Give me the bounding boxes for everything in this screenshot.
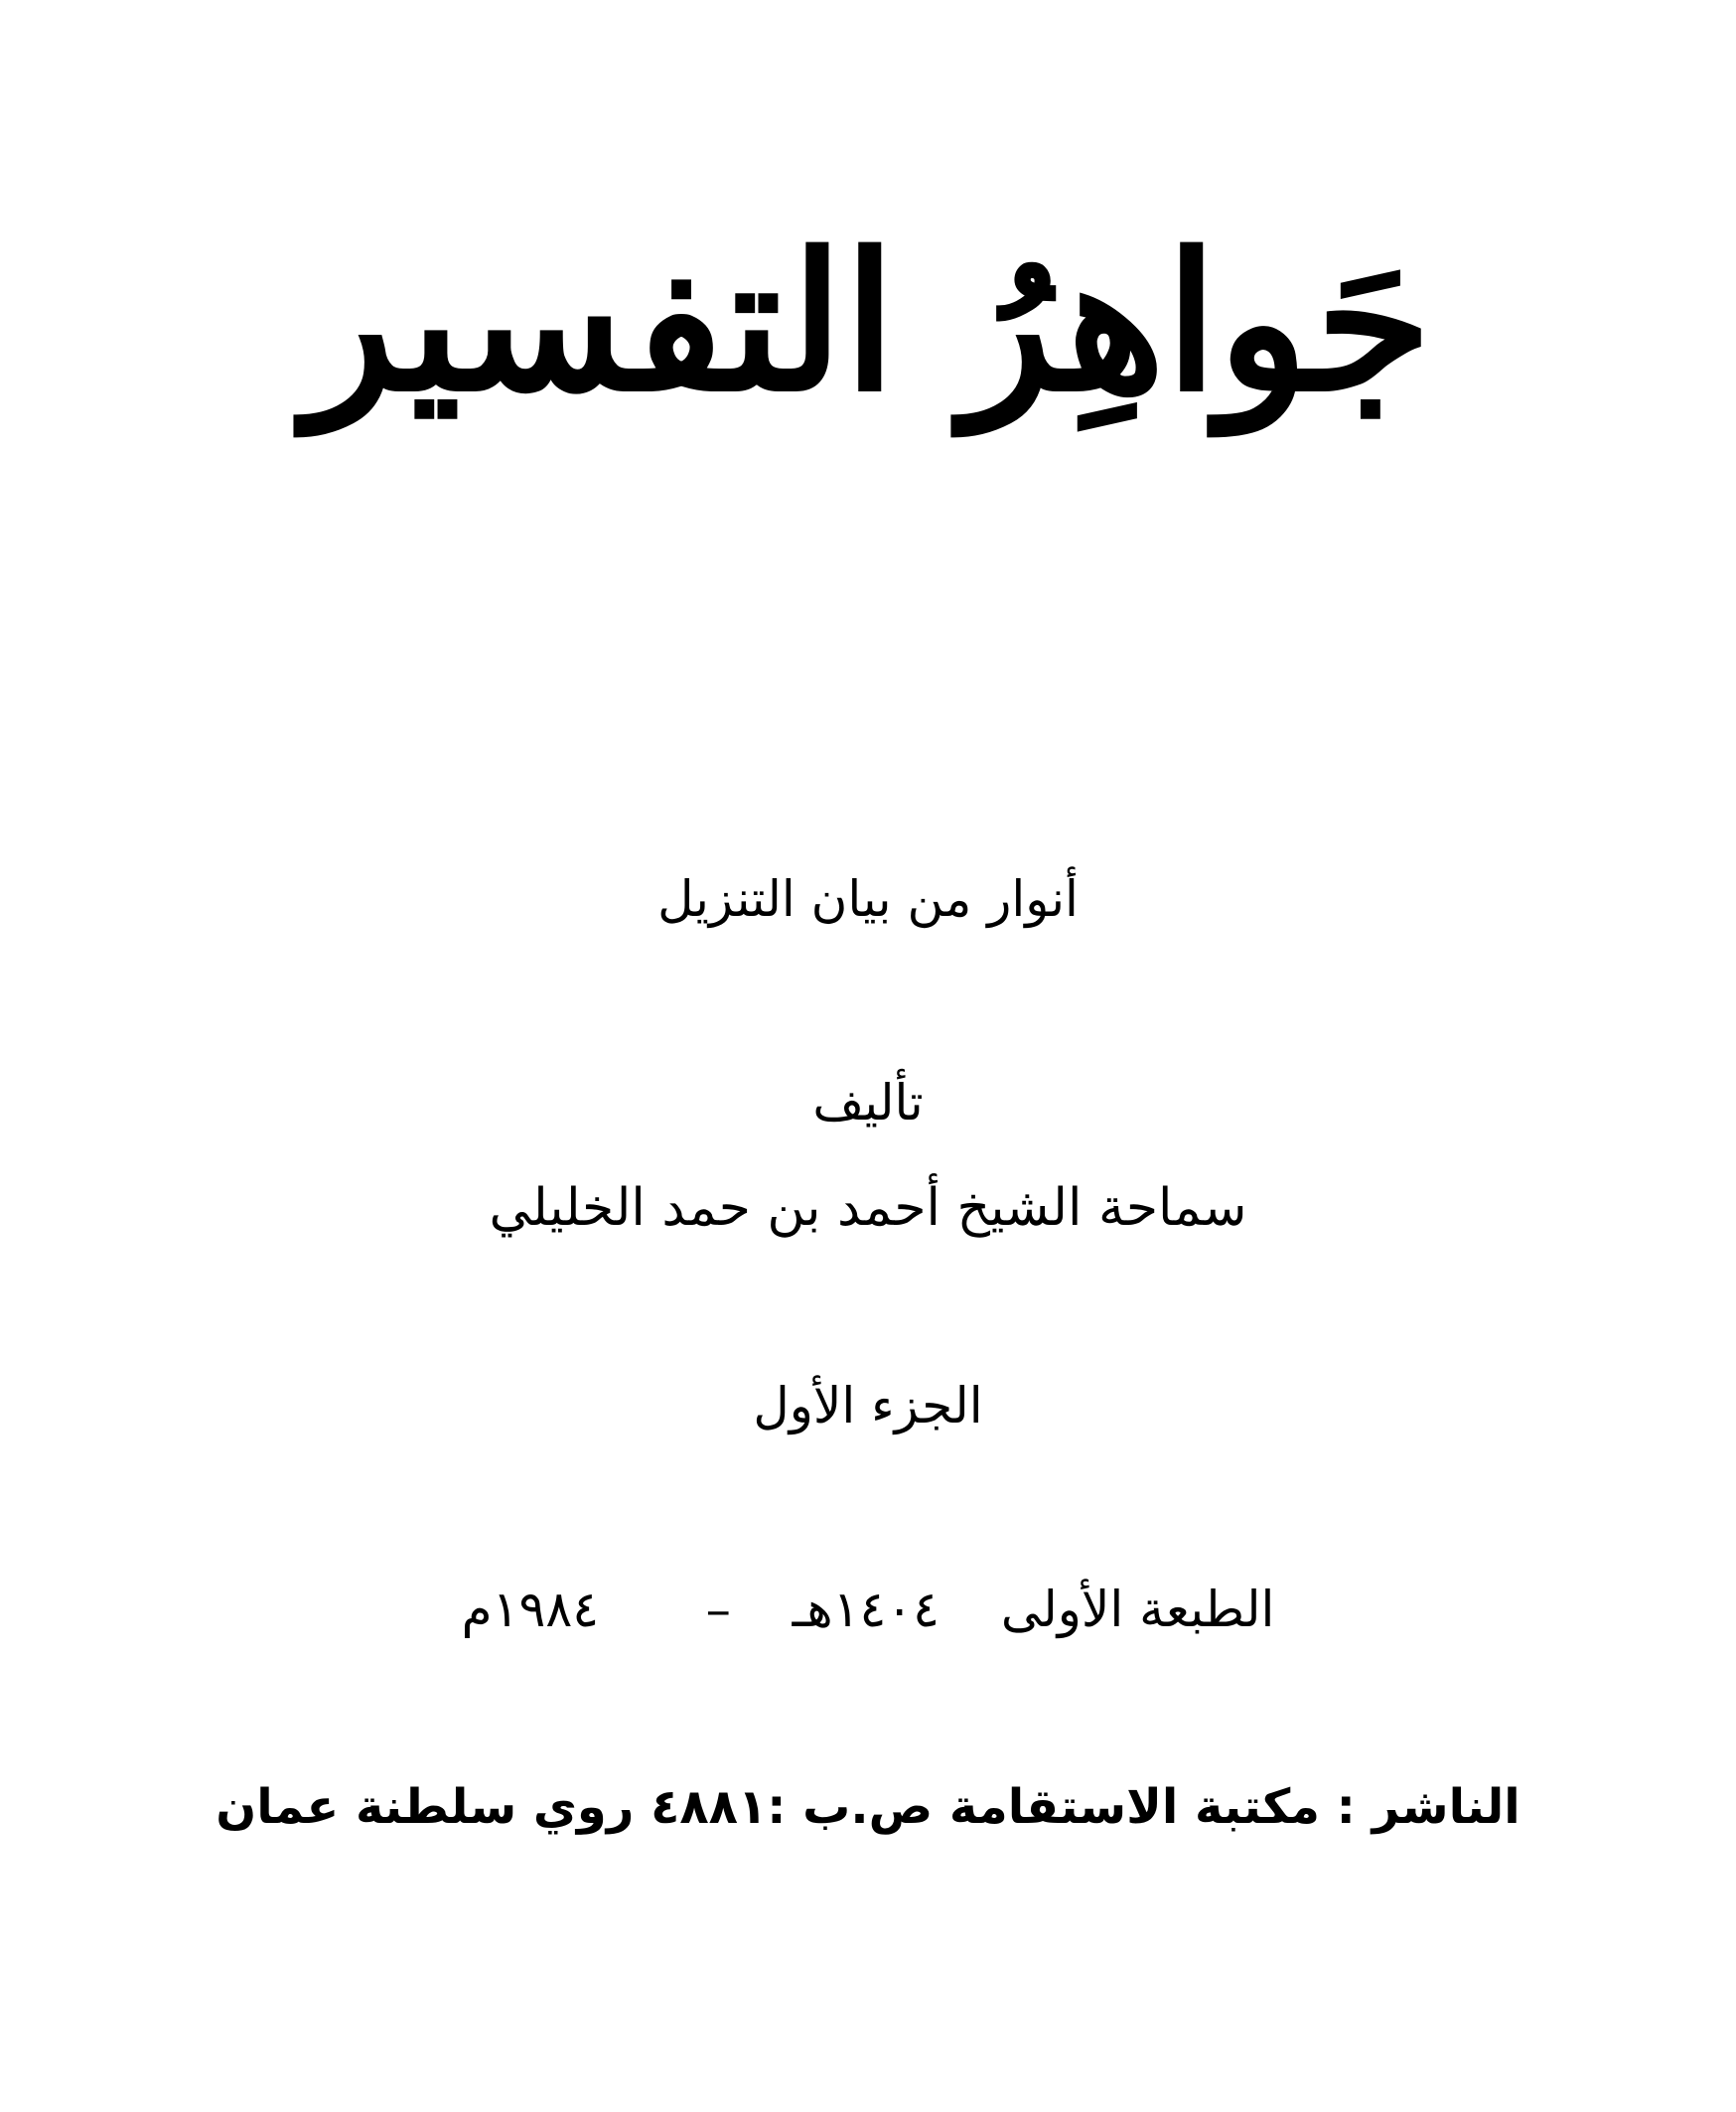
- author-name: سماحة الشيخ أحمد بن حمد الخليلي: [489, 1178, 1247, 1238]
- edition-hijri-year: ١٤٠٤هـ: [792, 1581, 940, 1638]
- edition-label: الطبعة الأولى: [1000, 1581, 1275, 1638]
- publisher-info: الناشر : مكتبة الاستقامة ص.ب :٤٨٨١ روي سلطنة عمان: [216, 1779, 1520, 1835]
- edition-separator: –: [705, 1581, 731, 1638]
- volume-label: الجزء الأول: [753, 1377, 983, 1434]
- book-subtitle: أنوار من بيان التنزيل: [657, 870, 1079, 928]
- edition-gregorian-year: ١٩٨٤م: [461, 1581, 600, 1638]
- book-title: جَواهِرُ التفسير: [304, 212, 1432, 433]
- authorship-label: تأليف: [812, 1074, 924, 1131]
- edition-line: [0, 1581, 1736, 1638]
